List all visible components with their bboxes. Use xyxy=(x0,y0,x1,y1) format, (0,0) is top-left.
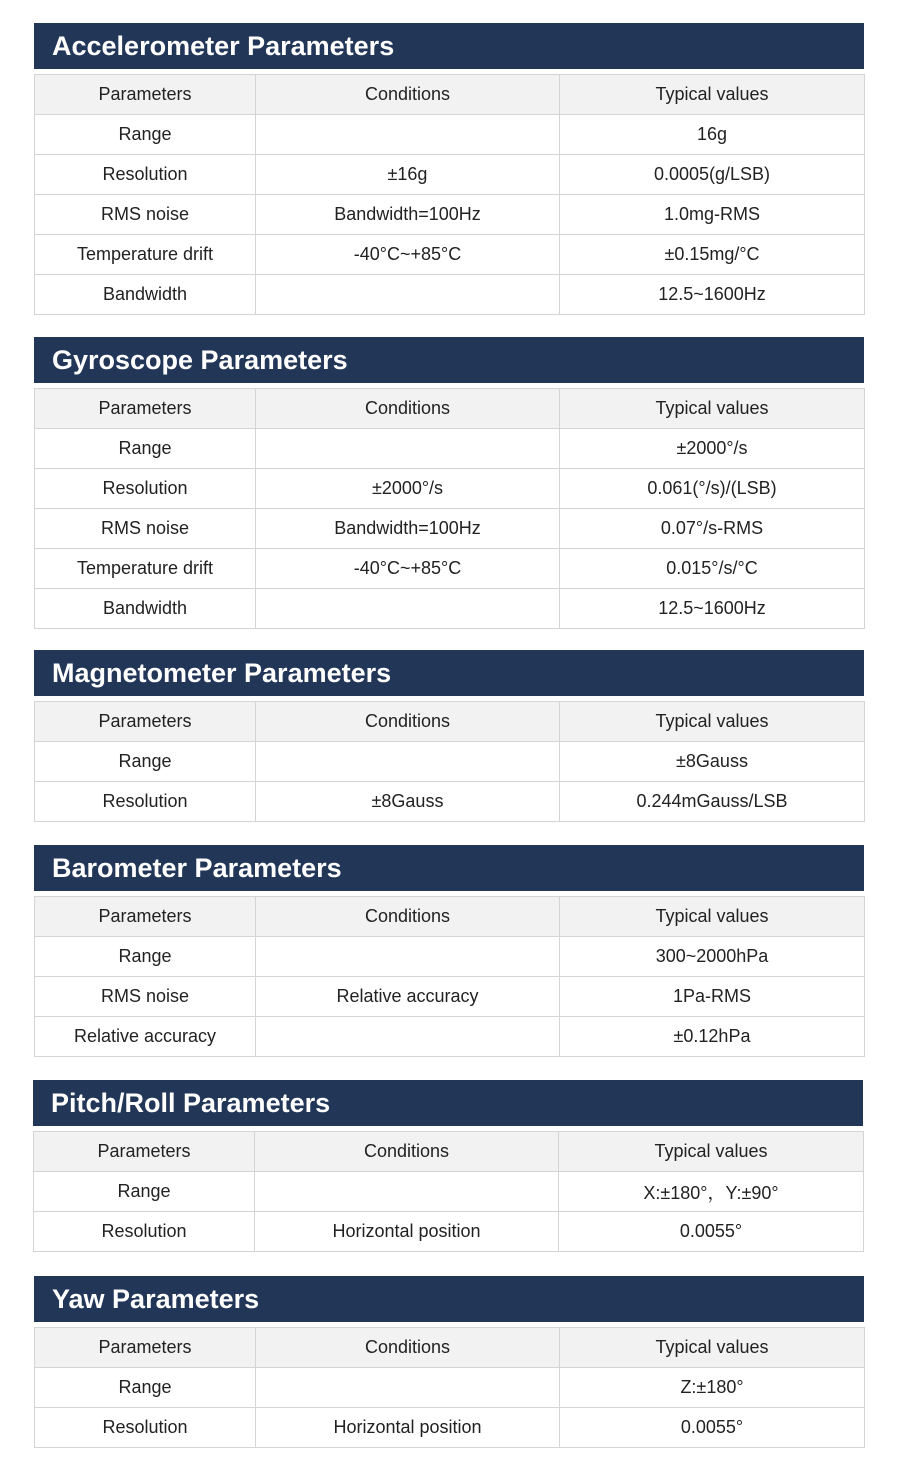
table-cell: Resolution xyxy=(35,782,256,822)
section-title: Accelerometer Parameters xyxy=(34,23,864,69)
section-title: Pitch/Roll Parameters xyxy=(33,1080,863,1126)
table-cell: 12.5~1600Hz xyxy=(560,275,865,315)
table-cell: 0.0055° xyxy=(560,1408,865,1448)
table-cell: Relative accuracy xyxy=(256,977,560,1017)
pitch-roll-parameters-table xyxy=(33,1131,864,1252)
table-row xyxy=(35,115,865,155)
table-cell xyxy=(255,1172,559,1212)
barometer-parameters-section xyxy=(34,845,864,1057)
table-cell: Bandwidth=100Hz xyxy=(256,195,560,235)
table-cell xyxy=(256,937,560,977)
column-header: Typical values xyxy=(560,1328,865,1368)
table-header-row xyxy=(35,897,865,937)
table-row xyxy=(35,429,865,469)
table-row xyxy=(35,1017,865,1057)
table-cell: ±2000°/s xyxy=(560,429,865,469)
gyroscope-parameters-section xyxy=(34,337,864,629)
column-header: Conditions xyxy=(256,75,560,115)
table-row xyxy=(35,509,865,549)
table-row xyxy=(35,742,865,782)
table-row xyxy=(35,275,865,315)
table-row xyxy=(35,1408,865,1448)
section-title: Gyroscope Parameters xyxy=(34,337,864,383)
table-cell: Bandwidth=100Hz xyxy=(256,509,560,549)
section-title: Magnetometer Parameters xyxy=(34,650,864,696)
table-cell: ±8Gauss xyxy=(560,742,865,782)
table-cell: Horizontal position xyxy=(256,1408,560,1448)
table-row xyxy=(35,549,865,589)
column-header: Conditions xyxy=(256,897,560,937)
table-cell: ±16g xyxy=(256,155,560,195)
table-header-row xyxy=(35,75,865,115)
table-row xyxy=(34,1172,864,1212)
table-cell xyxy=(256,429,560,469)
table-cell: Range xyxy=(35,937,256,977)
table-cell xyxy=(256,589,560,629)
column-header: Parameters xyxy=(35,75,256,115)
table-cell: Range xyxy=(35,115,256,155)
table-row xyxy=(35,937,865,977)
table-cell: Relative accuracy xyxy=(35,1017,256,1057)
table-cell: Range xyxy=(35,742,256,782)
table-cell: 1.0mg-RMS xyxy=(560,195,865,235)
table-cell: 0.07°/s-RMS xyxy=(560,509,865,549)
section-title: Barometer Parameters xyxy=(34,845,864,891)
table-row xyxy=(35,235,865,275)
column-header: Typical values xyxy=(560,75,865,115)
table-cell xyxy=(256,275,560,315)
table-cell: ±0.15mg/°C xyxy=(560,235,865,275)
table-cell: Bandwidth xyxy=(35,589,256,629)
table-cell: Horizontal position xyxy=(255,1212,559,1252)
table-cell: Resolution xyxy=(35,155,256,195)
table-cell: RMS noise xyxy=(35,509,256,549)
magnetometer-parameters-section xyxy=(34,650,864,822)
column-header: Parameters xyxy=(35,389,256,429)
table-row xyxy=(35,155,865,195)
column-header: Typical values xyxy=(560,702,865,742)
table-cell: 12.5~1600Hz xyxy=(560,589,865,629)
gyroscope-parameters-table xyxy=(34,388,865,629)
column-header: Parameters xyxy=(35,1328,256,1368)
table-row xyxy=(35,469,865,509)
table-row xyxy=(35,195,865,235)
column-header: Conditions xyxy=(256,389,560,429)
table-cell: Bandwidth xyxy=(35,275,256,315)
table-cell: Temperature drift xyxy=(35,235,256,275)
table-cell xyxy=(256,1368,560,1408)
table-cell: Resolution xyxy=(34,1212,255,1252)
column-header: Typical values xyxy=(559,1132,864,1172)
table-cell: 16g xyxy=(560,115,865,155)
table-cell: ±8Gauss xyxy=(256,782,560,822)
table-cell: Resolution xyxy=(35,469,256,509)
magnetometer-parameters-table xyxy=(34,701,865,822)
yaw-parameters-table xyxy=(34,1327,865,1448)
table-header-row xyxy=(34,1132,864,1172)
table-cell: -40°C~+85°C xyxy=(256,235,560,275)
table-cell: 1Pa-RMS xyxy=(560,977,865,1017)
table-cell: Range xyxy=(35,1368,256,1408)
table-cell: ±0.12hPa xyxy=(560,1017,865,1057)
pitch-roll-parameters-section xyxy=(33,1080,863,1252)
yaw-parameters-section xyxy=(34,1276,864,1448)
table-cell: 0.0055° xyxy=(559,1212,864,1252)
table-cell xyxy=(256,742,560,782)
table-cell: 0.244mGauss/LSB xyxy=(560,782,865,822)
table-cell: RMS noise xyxy=(35,977,256,1017)
table-row xyxy=(35,977,865,1017)
table-row xyxy=(35,1368,865,1408)
table-cell: 300~2000hPa xyxy=(560,937,865,977)
table-cell: -40°C~+85°C xyxy=(256,549,560,589)
table-cell: 0.0005(g/LSB) xyxy=(560,155,865,195)
column-header: Parameters xyxy=(35,702,256,742)
column-header: Conditions xyxy=(256,702,560,742)
table-row xyxy=(35,782,865,822)
table-cell: Temperature drift xyxy=(35,549,256,589)
table-header-row xyxy=(35,702,865,742)
column-header: Conditions xyxy=(255,1132,559,1172)
section-title: Yaw Parameters xyxy=(34,1276,864,1322)
column-header: Typical values xyxy=(560,897,865,937)
table-cell: Range xyxy=(34,1172,255,1212)
table-cell xyxy=(256,1017,560,1057)
table-cell xyxy=(256,115,560,155)
table-cell: RMS noise xyxy=(35,195,256,235)
table-header-row xyxy=(35,1328,865,1368)
column-header: Conditions xyxy=(256,1328,560,1368)
table-cell: 0.061(°/s)/(LSB) xyxy=(560,469,865,509)
table-cell: Z:±180° xyxy=(560,1368,865,1408)
table-cell: Resolution xyxy=(35,1408,256,1448)
table-cell: 0.015°/s/°C xyxy=(560,549,865,589)
accelerometer-parameters-section xyxy=(34,23,864,315)
column-header: Parameters xyxy=(35,897,256,937)
table-header-row xyxy=(35,389,865,429)
table-cell: ±2000°/s xyxy=(256,469,560,509)
column-header: Typical values xyxy=(560,389,865,429)
table-row xyxy=(35,589,865,629)
barometer-parameters-table xyxy=(34,896,865,1057)
table-cell: Range xyxy=(35,429,256,469)
table-row xyxy=(34,1212,864,1252)
column-header: Parameters xyxy=(34,1132,255,1172)
table-cell: X:±180°，Y:±90° xyxy=(559,1172,864,1212)
accelerometer-parameters-table xyxy=(34,74,865,315)
